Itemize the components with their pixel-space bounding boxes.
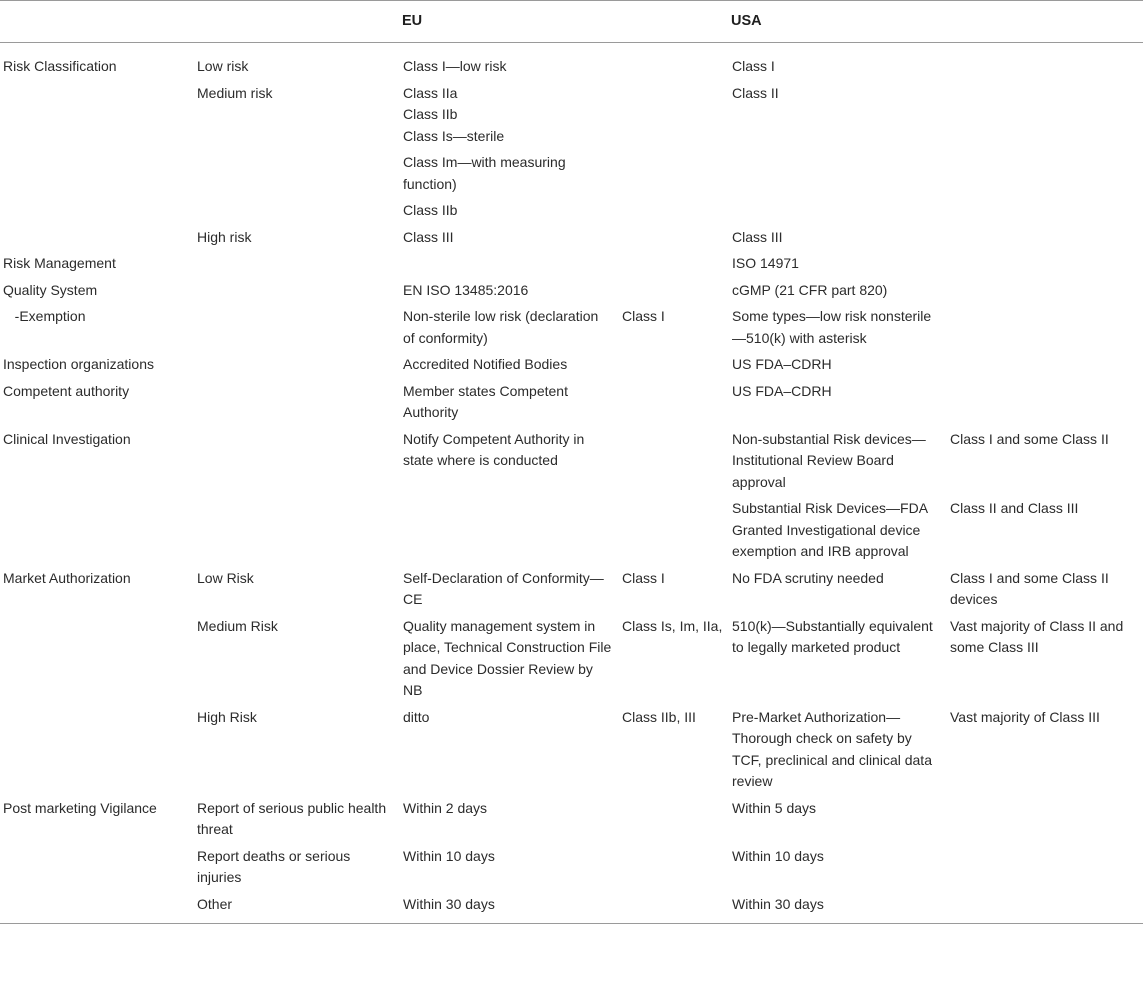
- cell-usa: Class II: [732, 84, 779, 101]
- cell-eu: [398, 251, 617, 278]
- cell-subtopic: [193, 251, 398, 278]
- cell-eu-class: [617, 892, 727, 924]
- cell-eu: Non-sterile low risk (declaration of conformity): [403, 308, 599, 346]
- cell-usa: Class III: [732, 228, 783, 245]
- cell-usa: US FDA–CDRH: [732, 382, 832, 399]
- table-row: [0, 352, 1143, 379]
- table-row: [0, 892, 1143, 924]
- cell-usa: Some types—low risk nonsterile—510(k) with asterisk: [732, 308, 932, 346]
- cell-eu: Class I—low risk: [403, 58, 507, 74]
- cell-usa: Substantial Risk Devices—FDA Granted Investigational device exemption and IRB approval: [732, 500, 928, 559]
- cell-eu: Class Im—with measuring function): [403, 154, 566, 192]
- cell-eu-class: [617, 43, 727, 81]
- cell-topic: [0, 198, 193, 225]
- cell-subtopic: Low Risk: [197, 569, 254, 586]
- header-cell-usa: USA: [727, 1, 945, 43]
- cell-eu: Within 10 days: [403, 847, 495, 864]
- cell-topic: Risk Classification: [3, 58, 117, 74]
- cell-usa: No FDA scrutiny needed: [732, 569, 884, 586]
- cell-usa-class: [945, 352, 1143, 379]
- cell-usa: Class I: [732, 58, 775, 74]
- cell-topic: Clinical Investigation: [3, 430, 131, 447]
- cell-line: Class IIa: [403, 84, 458, 101]
- table-row: [0, 150, 1143, 198]
- cell-eu-class: [617, 251, 727, 278]
- cell-subtopic: Report deaths or serious injuries: [197, 847, 351, 885]
- table-row: [0, 705, 1143, 796]
- cell-eu: Notify Competent Authority in state where is conducted: [403, 430, 585, 468]
- cell-eu-class: [617, 379, 727, 427]
- cell-eu: Quality management system in place, Technical Construction File and Device Dossier Review by NB: [403, 617, 612, 698]
- cell-eu: Member states Competent Authority: [403, 382, 568, 420]
- cell-subtopic: High risk: [197, 228, 252, 245]
- cell-eu-class: Class I: [622, 569, 665, 586]
- cell-eu: Class IIb: [403, 202, 458, 218]
- cell-eu-class: [617, 796, 727, 844]
- table-row: [0, 496, 1143, 566]
- cell-topic: Competent authority: [3, 382, 130, 399]
- cell-line: Class Is—sterile: [403, 127, 505, 144]
- header-cell-eu-class: [617, 1, 727, 43]
- cell-eu: [398, 496, 617, 566]
- header-cell-topic: [0, 1, 193, 43]
- cell-usa: Pre-Market Authorization—Thorough check on safety by TCF, preclinical and clinical data review: [732, 708, 932, 789]
- cell-usa-class: [945, 43, 1143, 81]
- cell-eu-class: [617, 81, 727, 151]
- cell-eu-class: [617, 844, 727, 892]
- cell-usa-class: [945, 251, 1143, 278]
- cell-usa-class: Vast majority of Class II and some Class III: [950, 617, 1124, 655]
- table-row: [0, 379, 1143, 427]
- cell-eu-class: Class IIb, III: [622, 708, 696, 725]
- cell-subtopic: [193, 278, 398, 305]
- cell-usa-class: Class I and some Class II devices: [950, 569, 1109, 607]
- cell-eu: Within 2 days: [403, 799, 488, 816]
- cell-subtopic: [193, 496, 398, 566]
- cell-usa: Within 30 days: [732, 895, 824, 912]
- cell-usa: [727, 198, 945, 225]
- header-row: [0, 1, 1143, 43]
- cell-topic: -Exemption: [3, 308, 86, 324]
- cell-subtopic: [193, 427, 398, 497]
- table-row: [0, 566, 1143, 614]
- table-row: [0, 251, 1143, 278]
- cell-eu-class: [617, 352, 727, 379]
- table-row: [0, 614, 1143, 705]
- cell-subtopic: Other: [197, 895, 233, 912]
- cell-line: Class IIb: [403, 106, 458, 122]
- cell-usa-class: [945, 225, 1143, 252]
- cell-topic: [0, 892, 193, 924]
- cell-usa: Within 10 days: [732, 847, 824, 864]
- cell-topic: Market Authorization: [3, 569, 131, 586]
- cell-subtopic: [193, 150, 398, 198]
- cell-usa: ISO 14971: [732, 255, 799, 271]
- cell-subtopic: [193, 352, 398, 379]
- table-row: [0, 43, 1143, 81]
- cell-usa-class: [945, 892, 1143, 924]
- cell-eu-class: [617, 427, 727, 497]
- cell-eu: Self-Declaration of Conformity—CE: [403, 569, 604, 607]
- cell-eu-class: Class Is, Im, IIa,: [622, 617, 723, 634]
- cell-usa-class: [945, 844, 1143, 892]
- cell-usa-class: [945, 278, 1143, 305]
- cell-usa-class: [945, 304, 1143, 352]
- cell-topic: [0, 614, 193, 705]
- cell-eu-class: [617, 150, 727, 198]
- cell-eu-class: [617, 496, 727, 566]
- cell-eu-class: [617, 198, 727, 225]
- cell-usa: Within 5 days: [732, 799, 817, 816]
- cell-subtopic: [193, 198, 398, 225]
- cell-topic: [0, 844, 193, 892]
- cell-usa: US FDA–CDRH: [732, 356, 832, 372]
- cell-eu: Accredited Notified Bodies: [403, 356, 568, 372]
- cell-subtopic: Medium Risk: [197, 617, 278, 634]
- cell-eu: Class III: [403, 228, 454, 245]
- cell-usa: cGMP (21 CFR part 820): [732, 281, 888, 298]
- table-row: [0, 198, 1143, 225]
- table-row: [0, 278, 1143, 305]
- cell-subtopic: Low risk: [197, 58, 249, 74]
- header-cell-eu: EU: [398, 1, 617, 43]
- header-cell-usa-class: [945, 1, 1143, 43]
- cell-topic: [0, 150, 193, 198]
- table-row: [0, 796, 1143, 844]
- cell-subtopic: [193, 304, 398, 352]
- table-row: [0, 427, 1143, 497]
- cell-eu: EN ISO 13485:2016: [403, 281, 529, 298]
- cell-topic: [0, 496, 193, 566]
- cell-usa-class: [945, 198, 1143, 225]
- cell-subtopic: [193, 379, 398, 427]
- cell-topic: [0, 81, 193, 151]
- cell-subtopic: High Risk: [197, 708, 257, 725]
- cell-subtopic: Report of serious public health threat: [197, 799, 387, 837]
- cell-usa: 510(k)—Substantially equivalent to legally marketed product: [732, 617, 933, 655]
- table-header: [0, 1, 1143, 43]
- cell-topic: [0, 225, 193, 252]
- cell-usa-class: Vast majority of Class III: [950, 708, 1100, 725]
- table-row: [0, 225, 1143, 252]
- cell-topic: Quality System: [3, 281, 98, 298]
- header-cell-subtopic: [193, 1, 398, 43]
- cell-subtopic: Medium risk: [197, 84, 273, 101]
- cell-topic: Inspection organizations: [3, 356, 154, 372]
- cell-usa-class: [945, 379, 1143, 427]
- table-row: [0, 844, 1143, 892]
- table-row: [0, 81, 1143, 151]
- cell-usa: [727, 150, 945, 198]
- table-body: [0, 43, 1143, 924]
- cell-eu-class: [617, 225, 727, 252]
- cell-usa-class: [945, 796, 1143, 844]
- cell-eu: Within 30 days: [403, 895, 495, 912]
- cell-eu: [398, 81, 617, 151]
- cell-topic: [0, 705, 193, 796]
- cell-eu-class: Class I: [622, 308, 665, 324]
- cell-usa: Non-substantial Risk devices—Institutional Review Board approval: [732, 430, 926, 490]
- cell-usa-class: [945, 81, 1143, 151]
- table-row: [0, 304, 1143, 352]
- cell-eu-class: [617, 278, 727, 305]
- cell-usa-class: Class I and some Class II: [950, 430, 1109, 447]
- cell-topic: Risk Management: [3, 255, 116, 271]
- cell-topic: Post marketing Vigilance: [3, 799, 157, 816]
- cell-usa-class: [945, 150, 1143, 198]
- cell-eu: ditto: [403, 708, 430, 725]
- cell-usa-class: Class II and Class III: [950, 500, 1079, 516]
